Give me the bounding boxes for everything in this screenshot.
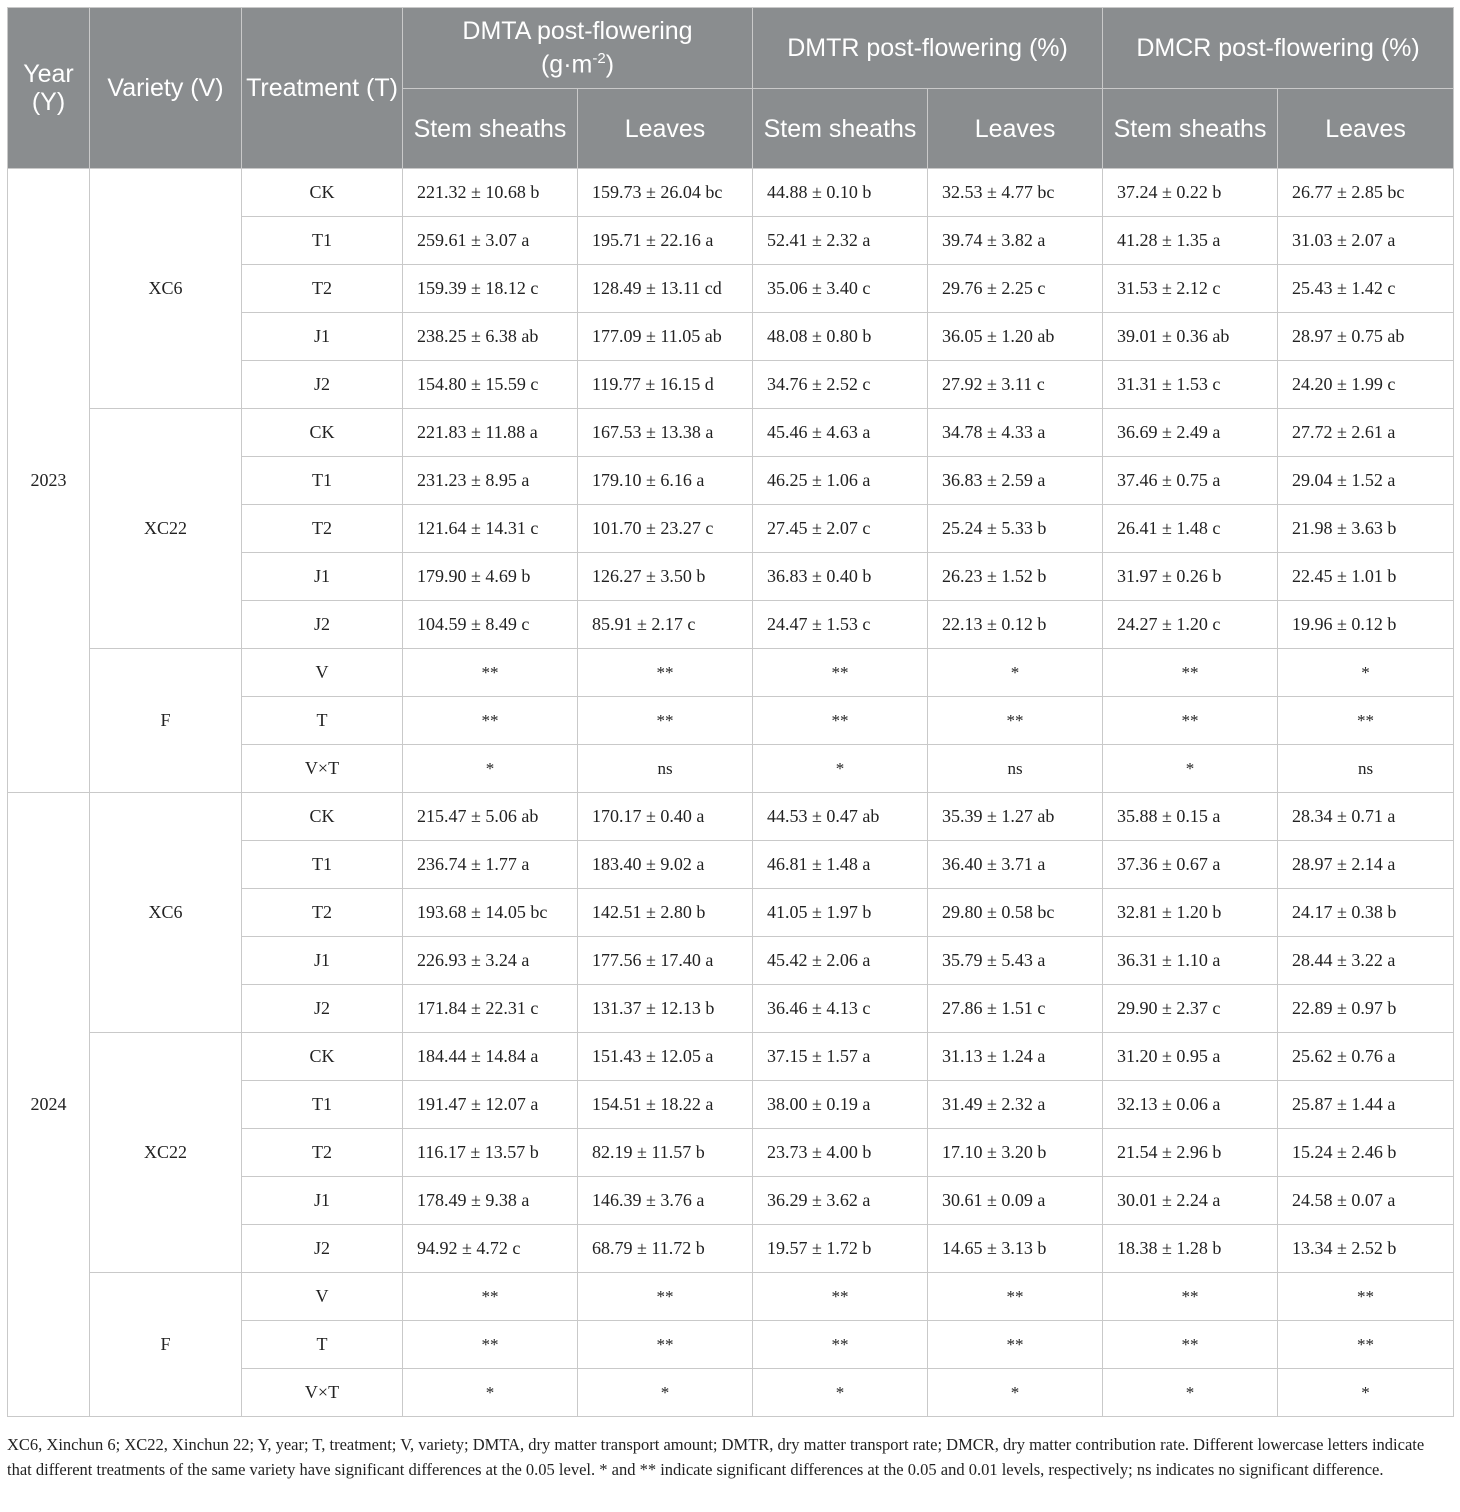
value-cell: 36.83 ± 0.40 b: [753, 553, 928, 601]
variety-cell: XC6: [90, 169, 242, 409]
treatment-cell: CK: [242, 169, 403, 217]
value-cell: 36.69 ± 2.49 a: [1103, 409, 1278, 457]
significance-cell: *: [928, 649, 1103, 697]
treatment-cell: T2: [242, 505, 403, 553]
treatment-cell: CK: [242, 1033, 403, 1081]
treatment-cell: J1: [242, 937, 403, 985]
treatment-cell: T: [242, 1321, 403, 1369]
value-cell: 221.32 ± 10.68 b: [403, 169, 578, 217]
value-cell: 94.92 ± 4.72 c: [403, 1225, 578, 1273]
significance-cell: **: [928, 697, 1103, 745]
value-cell: 170.17 ± 0.40 a: [578, 793, 753, 841]
value-cell: 30.01 ± 2.24 a: [1103, 1177, 1278, 1225]
significance-cell: **: [928, 1273, 1103, 1321]
value-cell: 151.43 ± 12.05 a: [578, 1033, 753, 1081]
value-cell: 35.88 ± 0.15 a: [1103, 793, 1278, 841]
value-cell: 29.76 ± 2.25 c: [928, 265, 1103, 313]
value-cell: 17.10 ± 3.20 b: [928, 1129, 1103, 1177]
value-cell: 183.40 ± 9.02 a: [578, 841, 753, 889]
value-cell: 226.93 ± 3.24 a: [403, 937, 578, 985]
variety-cell: XC22: [90, 1033, 242, 1273]
value-cell: 131.37 ± 12.13 b: [578, 985, 753, 1033]
variety-cell: XC22: [90, 409, 242, 649]
value-cell: 171.84 ± 22.31 c: [403, 985, 578, 1033]
value-cell: 32.53 ± 4.77 bc: [928, 169, 1103, 217]
table-row: [8, 793, 1454, 841]
value-cell: 38.00 ± 0.19 a: [753, 1081, 928, 1129]
treatment-cell: T1: [242, 457, 403, 505]
header-dmta-leaves: Leaves: [578, 89, 753, 169]
value-cell: 154.80 ± 15.59 c: [403, 361, 578, 409]
value-cell: 30.61 ± 0.09 a: [928, 1177, 1103, 1225]
value-cell: 28.97 ± 2.14 a: [1278, 841, 1454, 889]
value-cell: 36.83 ± 2.59 a: [928, 457, 1103, 505]
table-header: [8, 8, 1454, 169]
significance-cell: **: [578, 697, 753, 745]
treatment-cell: V: [242, 649, 403, 697]
significance-cell: *: [403, 745, 578, 793]
significance-cell: **: [928, 1321, 1103, 1369]
significance-cell: *: [1103, 745, 1278, 793]
treatment-cell: J1: [242, 553, 403, 601]
value-cell: 178.49 ± 9.38 a: [403, 1177, 578, 1225]
value-cell: 82.19 ± 11.57 b: [578, 1129, 753, 1177]
value-cell: 159.39 ± 18.12 c: [403, 265, 578, 313]
value-cell: 142.51 ± 2.80 b: [578, 889, 753, 937]
value-cell: 24.17 ± 0.38 b: [1278, 889, 1454, 937]
value-cell: 25.43 ± 1.42 c: [1278, 265, 1454, 313]
significance-cell: ns: [578, 745, 753, 793]
value-cell: 29.90 ± 2.37 c: [1103, 985, 1278, 1033]
value-cell: 23.73 ± 4.00 b: [753, 1129, 928, 1177]
value-cell: 27.72 ± 2.61 a: [1278, 409, 1454, 457]
significance-cell: **: [1278, 1273, 1454, 1321]
significance-cell: *: [753, 1369, 928, 1417]
treatment-cell: J2: [242, 1225, 403, 1273]
value-cell: 32.13 ± 0.06 a: [1103, 1081, 1278, 1129]
treatment-cell: T2: [242, 889, 403, 937]
value-cell: 37.46 ± 0.75 a: [1103, 457, 1278, 505]
value-cell: 13.34 ± 2.52 b: [1278, 1225, 1454, 1273]
value-cell: 26.77 ± 2.85 bc: [1278, 169, 1454, 217]
value-cell: 39.74 ± 3.82 a: [928, 217, 1103, 265]
value-cell: 28.97 ± 0.75 ab: [1278, 313, 1454, 361]
value-cell: 24.47 ± 1.53 c: [753, 601, 928, 649]
value-cell: 31.49 ± 2.32 a: [928, 1081, 1103, 1129]
value-cell: 154.51 ± 18.22 a: [578, 1081, 753, 1129]
significance-cell: **: [578, 649, 753, 697]
value-cell: 35.79 ± 5.43 a: [928, 937, 1103, 985]
value-cell: 177.09 ± 11.05 ab: [578, 313, 753, 361]
significance-cell: **: [1278, 1321, 1454, 1369]
value-cell: 19.57 ± 1.72 b: [753, 1225, 928, 1273]
value-cell: 184.44 ± 14.84 a: [403, 1033, 578, 1081]
value-cell: 159.73 ± 26.04 bc: [578, 169, 753, 217]
significance-cell: **: [403, 649, 578, 697]
significance-cell: **: [578, 1273, 753, 1321]
value-cell: 24.27 ± 1.20 c: [1103, 601, 1278, 649]
variety-cell: F: [90, 649, 242, 793]
significance-cell: **: [403, 1273, 578, 1321]
value-cell: 18.38 ± 1.28 b: [1103, 1225, 1278, 1273]
value-cell: 21.98 ± 3.63 b: [1278, 505, 1454, 553]
data-table-container: [7, 7, 1453, 1417]
header-dmtr: DMTR post-flowering (%): [753, 8, 1103, 89]
year-cell: 2024: [8, 793, 90, 1417]
value-cell: 31.31 ± 1.53 c: [1103, 361, 1278, 409]
value-cell: 31.03 ± 2.07 a: [1278, 217, 1454, 265]
value-cell: 41.05 ± 1.97 b: [753, 889, 928, 937]
value-cell: 44.53 ± 0.47 ab: [753, 793, 928, 841]
significance-cell: **: [403, 697, 578, 745]
header-dmcr-stem: Stem sheaths: [1103, 89, 1278, 169]
value-cell: 195.71 ± 22.16 a: [578, 217, 753, 265]
value-cell: 19.96 ± 0.12 b: [1278, 601, 1454, 649]
value-cell: 34.78 ± 4.33 a: [928, 409, 1103, 457]
treatment-cell: T2: [242, 1129, 403, 1177]
value-cell: 35.39 ± 1.27 ab: [928, 793, 1103, 841]
value-cell: 167.53 ± 13.38 a: [578, 409, 753, 457]
value-cell: 36.05 ± 1.20 ab: [928, 313, 1103, 361]
value-cell: 37.15 ± 1.57 a: [753, 1033, 928, 1081]
significance-cell: **: [1103, 649, 1278, 697]
significance-cell: *: [578, 1369, 753, 1417]
value-cell: 85.91 ± 2.17 c: [578, 601, 753, 649]
treatment-cell: CK: [242, 409, 403, 457]
header-treatment: Treatment (T): [242, 8, 403, 169]
value-cell: 215.47 ± 5.06 ab: [403, 793, 578, 841]
significance-cell: **: [1278, 697, 1454, 745]
significance-cell: *: [1103, 1369, 1278, 1417]
value-cell: 14.65 ± 3.13 b: [928, 1225, 1103, 1273]
table-row: [8, 169, 1454, 217]
significance-cell: **: [753, 649, 928, 697]
value-cell: 22.89 ± 0.97 b: [1278, 985, 1454, 1033]
value-cell: 128.49 ± 13.11 cd: [578, 265, 753, 313]
value-cell: 191.47 ± 12.07 a: [403, 1081, 578, 1129]
value-cell: 41.28 ± 1.35 a: [1103, 217, 1278, 265]
treatment-cell: T1: [242, 217, 403, 265]
header-dmtr-stem: Stem sheaths: [753, 89, 928, 169]
value-cell: 179.90 ± 4.69 b: [403, 553, 578, 601]
value-cell: 48.08 ± 0.80 b: [753, 313, 928, 361]
value-cell: 104.59 ± 8.49 c: [403, 601, 578, 649]
value-cell: 31.20 ± 0.95 a: [1103, 1033, 1278, 1081]
header-variety: Variety (V): [90, 8, 242, 169]
value-cell: 37.24 ± 0.22 b: [1103, 169, 1278, 217]
significance-cell: *: [753, 745, 928, 793]
value-cell: 121.64 ± 14.31 c: [403, 505, 578, 553]
value-cell: 116.17 ± 13.57 b: [403, 1129, 578, 1177]
value-cell: 27.86 ± 1.51 c: [928, 985, 1103, 1033]
value-cell: 29.80 ± 0.58 bc: [928, 889, 1103, 937]
significance-cell: **: [1103, 697, 1278, 745]
value-cell: 26.41 ± 1.48 c: [1103, 505, 1278, 553]
value-cell: 34.76 ± 2.52 c: [753, 361, 928, 409]
significance-cell: **: [1103, 1273, 1278, 1321]
significance-cell: *: [1278, 1369, 1454, 1417]
value-cell: 25.24 ± 5.33 b: [928, 505, 1103, 553]
value-cell: 25.87 ± 1.44 a: [1278, 1081, 1454, 1129]
header-year: Year (Y): [8, 8, 90, 169]
header-dmcr: DMCR post-flowering (%): [1103, 8, 1454, 89]
value-cell: 236.74 ± 1.77 a: [403, 841, 578, 889]
variety-cell: XC6: [90, 793, 242, 1033]
value-cell: 28.44 ± 3.22 a: [1278, 937, 1454, 985]
header-dmcr-leaves: Leaves: [1278, 89, 1454, 169]
value-cell: 31.13 ± 1.24 a: [928, 1033, 1103, 1081]
table-body: [8, 169, 1454, 1417]
significance-cell: **: [1103, 1321, 1278, 1369]
value-cell: 36.31 ± 1.10 a: [1103, 937, 1278, 985]
treatment-cell: T1: [242, 841, 403, 889]
value-cell: 146.39 ± 3.76 a: [578, 1177, 753, 1225]
treatment-cell: V×T: [242, 1369, 403, 1417]
value-cell: 36.29 ± 3.62 a: [753, 1177, 928, 1225]
header-dmta: [403, 8, 753, 89]
treatment-cell: J1: [242, 1177, 403, 1225]
value-cell: 238.25 ± 6.38 ab: [403, 313, 578, 361]
significance-cell: **: [753, 1321, 928, 1369]
value-cell: 28.34 ± 0.71 a: [1278, 793, 1454, 841]
significance-cell: ns: [928, 745, 1103, 793]
value-cell: 177.56 ± 17.40 a: [578, 937, 753, 985]
significance-cell: *: [928, 1369, 1103, 1417]
value-cell: 24.20 ± 1.99 c: [1278, 361, 1454, 409]
value-cell: 25.62 ± 0.76 a: [1278, 1033, 1454, 1081]
value-cell: 21.54 ± 2.96 b: [1103, 1129, 1278, 1177]
significance-cell: *: [403, 1369, 578, 1417]
value-cell: 36.46 ± 4.13 c: [753, 985, 928, 1033]
value-cell: 35.06 ± 3.40 c: [753, 265, 928, 313]
value-cell: 22.45 ± 1.01 b: [1278, 553, 1454, 601]
value-cell: 37.36 ± 0.67 a: [1103, 841, 1278, 889]
value-cell: 44.88 ± 0.10 b: [753, 169, 928, 217]
table-row: [8, 409, 1454, 457]
significance-cell: *: [1278, 649, 1454, 697]
treatment-cell: J2: [242, 601, 403, 649]
treatment-cell: T2: [242, 265, 403, 313]
treatment-cell: V: [242, 1273, 403, 1321]
value-cell: 231.23 ± 8.95 a: [403, 457, 578, 505]
significance-cell: **: [753, 1273, 928, 1321]
value-cell: 126.27 ± 3.50 b: [578, 553, 753, 601]
treatment-cell: V×T: [242, 745, 403, 793]
value-cell: 36.40 ± 3.71 a: [928, 841, 1103, 889]
significance-cell: ns: [1278, 745, 1454, 793]
treatment-cell: J2: [242, 361, 403, 409]
value-cell: 15.24 ± 2.46 b: [1278, 1129, 1454, 1177]
value-cell: 29.04 ± 1.52 a: [1278, 457, 1454, 505]
table-row: [8, 649, 1454, 697]
header-dmta-label: DMTA post-flowering: [462, 17, 693, 46]
header-dmtr-leaves: Leaves: [928, 89, 1103, 169]
significance-cell: **: [403, 1321, 578, 1369]
value-cell: 22.13 ± 0.12 b: [928, 601, 1103, 649]
treatment-cell: J2: [242, 985, 403, 1033]
value-cell: 31.97 ± 0.26 b: [1103, 553, 1278, 601]
table-footnote: XC6, Xinchun 6; XC22, Xinchun 22; Y, year; T, treatment; V, variety; DMTA, dry matter transport amount; DMTR, dry matter transport rate; DMCR, dry matter contribution rate. Different lowercase letters indicate that different treatments of the same variety have significant differences at the 0.05 level. * and ** indicate significant differences at the 0.05 and 0.01 levels, respectively; ns indicates no significant difference.: [7, 1435, 1425, 1479]
value-cell: 45.42 ± 2.06 a: [753, 937, 928, 985]
table-row: [8, 1273, 1454, 1321]
value-cell: 101.70 ± 23.27 c: [578, 505, 753, 553]
value-cell: 179.10 ± 6.16 a: [578, 457, 753, 505]
significance-cell: **: [753, 697, 928, 745]
value-cell: 119.77 ± 16.15 d: [578, 361, 753, 409]
header-dmta-stem: Stem sheaths: [403, 89, 578, 169]
variety-cell: F: [90, 1273, 242, 1417]
treatment-cell: J1: [242, 313, 403, 361]
significance-cell: **: [578, 1321, 753, 1369]
value-cell: 39.01 ± 0.36 ab: [1103, 313, 1278, 361]
treatment-cell: T1: [242, 1081, 403, 1129]
data-table: [7, 7, 1454, 1417]
value-cell: 27.92 ± 3.11 c: [928, 361, 1103, 409]
value-cell: 26.23 ± 1.52 b: [928, 553, 1103, 601]
value-cell: 221.83 ± 11.88 a: [403, 409, 578, 457]
treatment-cell: T: [242, 697, 403, 745]
header-dmta-unit: $(g\cdot m^{-2})$: [540, 50, 615, 79]
value-cell: 24.58 ± 0.07 a: [1278, 1177, 1454, 1225]
value-cell: 52.41 ± 2.32 a: [753, 217, 928, 265]
value-cell: 46.81 ± 1.48 a: [753, 841, 928, 889]
value-cell: 193.68 ± 14.05 bc: [403, 889, 578, 937]
value-cell: 46.25 ± 1.06 a: [753, 457, 928, 505]
value-cell: 68.79 ± 11.72 b: [578, 1225, 753, 1273]
value-cell: 45.46 ± 4.63 a: [753, 409, 928, 457]
value-cell: 27.45 ± 2.07 c: [753, 505, 928, 553]
treatment-cell: CK: [242, 793, 403, 841]
value-cell: 32.81 ± 1.20 b: [1103, 889, 1278, 937]
value-cell: 259.61 ± 3.07 a: [403, 217, 578, 265]
value-cell: 31.53 ± 2.12 c: [1103, 265, 1278, 313]
year-cell: 2023: [8, 169, 90, 793]
table-row: [8, 1033, 1454, 1081]
